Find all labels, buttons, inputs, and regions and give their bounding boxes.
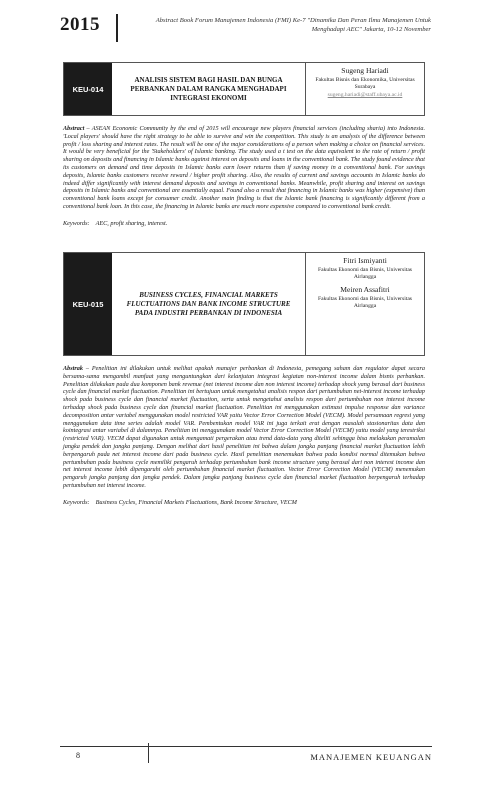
author-name: Fitri Ismiyanti	[343, 256, 387, 265]
footer-rule	[60, 746, 432, 747]
abstract-text: – ASEAN Economic Community by the end of 2015 will encourage new players financial services (including sharia) into Indonesia. 'Local players' should have the right strategy to be able to survive and win the competition. This study is an analysis of the difference between profit / loss sharing and interest rates. The result will be one of the major considerations of a person when making a choice on financial services. It would be very beneficial for the 'Stakeholders' of Islamic banking. The study used a t test on the data equivalent to the rate of return / profit sharing on deposits and financing in Islamic banks against interest on deposits and loans in the conventional bank. The study found evidence that its customers on demand and time deposits in Islamic banks earn lower returns than if saving money in a conventional bank. For savings deposits, Islamic banks customers receive reward / higher profit sharing. Also, the results of current and savings accounts in Islamic banks do indeed differ significantly with interest demand deposits and savings in conventional banks. Meanwhile, profit sharing and interest on savings deposits in Islamic banks and conventional are essentially equal. Found also a result that financing in Islamic banks was higher (expensive) than conventional bank loans except for consumer credit. Another main finding is that the Islamic bank financing is significantly different from a conventional bank loan. In this case, the financing in Islamic banks are much more expensive compared to conventional bank credit.	[63, 125, 426, 210]
page-footer	[60, 746, 432, 764]
footer-divider	[148, 743, 149, 763]
abstract-label: Abstrak	[63, 365, 83, 372]
keywords	[63, 499, 425, 506]
conference-title: Abstract Book Forum Manajemen Indonesia (FMI) Ke-7 "Dinamika Dan Peran Ilmu Manajemen Untuk Menghadapi AEC" Jakarta, 10-12 November	[155, 17, 431, 33]
abstract	[63, 125, 425, 211]
author-block	[306, 253, 424, 355]
article-code: KEU-014	[64, 63, 112, 115]
author-affiliation: Fakultas Bisnis dan Ekonomika, Universitas Surabaya	[315, 77, 415, 90]
keywords-text: Business Cycles, Financial Markets Fluctuations, Bank Income Structure, VECM	[95, 498, 297, 506]
header-divider	[116, 14, 118, 42]
article-keu-014	[63, 62, 425, 227]
page-header	[60, 14, 430, 42]
author-affiliation: Fakultas Ekonomi dan Bisnis, Universitas Airlangga	[317, 296, 412, 309]
article-header	[63, 62, 425, 116]
keywords-label: Keywords:	[63, 219, 90, 227]
article-title: BUSINESS CYCLES, FINANCIAL MARKETS FLUCTUATIONS DAN BANK INCOME STRUCTURE PADA INDUSTRI PERBANKAN DI INDONESIA	[112, 253, 306, 355]
article-title: ANALISIS SISTEM BAGI HASIL DAN BUNGA PERBANKAN DALAM RANGKA MENGHADAPI INTEGRASI EKONOMI	[112, 63, 306, 115]
keywords-text: AEC, profit sharing, interest.	[95, 219, 168, 227]
year-label: 2015	[60, 14, 100, 35]
page-number: 8	[76, 751, 80, 760]
keywords-label: Keywords:	[63, 498, 90, 506]
section-title: MANAJEMEN KEUANGAN	[310, 752, 432, 762]
article-code: KEU-015	[64, 253, 112, 355]
author-affiliation: Fakultas Ekonomi dan Bisnis, Universitas Airlangga	[317, 267, 412, 280]
keywords	[63, 220, 425, 227]
abstract-label: Abstract	[63, 125, 85, 132]
abstract	[63, 365, 425, 490]
article-header	[63, 252, 425, 356]
author-block	[306, 63, 424, 115]
article-keu-015	[63, 252, 425, 506]
author-email-link[interactable]: sugeng.hariadi@staff.ubaya.ac.id	[327, 92, 403, 98]
abstract-text: – Penelitian ini dilakukan untuk melihat apakah manajer perbankan di Indonesia, pemegang saham dan regulator dapat secara bersama-sama mengambil manfaat yang menguntungkan dari kelanjutan integrasi kegiatan non-interest income dalam bisnis perbankan. Penelitian dilakukan pada dua komponen bank revenue (net interest income dan non interest income) terhadap shock yang berasal dari business cycle dan financial market fluctuation. Penelitian ini bertujuan untuk mengetahui analisis respon dari pertumbuhan net-interest income terhadap shock pada business cycle dan financial market fluctuation, serta untuk mengetahui analisis respon dari pertumbuhan non interest income terhadap shock pada business cycle dan financial market fluctuation. Penelitian ini menggunakan estimasi impulse response dan variance decomposition antar variabel menggunakan model restricted VAR yaitu Vector Error Correction Model (VECM). Model persamaan regresi yang menggunakan data time series adalah model VAR. Pembentukan model VAR ini juga terkait erat dengan masalah stasionaritas data dan kointegrasi antar variabel di dalamnya. Penelitian ini menggunakan model Vector Error Correction Model (VECM) yaitu model yang terestriksi (restricted VAR). VECM dapat digunakan untuk mengamati pergerakan atau trend data-data yang diteliti sehingga bisa melakukan peramalan jangka pendek dan jangka panjang. Dengan melihat dari hasil penelitian ini bahwa dalam jangka panjang financial market fluctuation lebih berpengaruh pada net interest income dari pada business cycle. Hasil penelitian menemukan bahwa pada kondisi normal ditemukan bahwa pertumbuhan pada business cycle memiliki pengaruh terhadap pertumbuhan bank income structure yang berasal dari non interest income dan net interest income lebih dipengaruhi oleh pertumbuhan financial market fluctuation. Vector Error Correction Model (VECM) menemukan pengaruh jangka panjang dan jangka pendek. Dalam jangka panjang business cycle dan financial market fluctuation berpengaruh terhadap pertumbuhan net interest income.	[63, 365, 425, 489]
author-name: Sugeng Hariadi	[341, 66, 389, 75]
author-name: Meiren Assafitri	[340, 285, 390, 294]
